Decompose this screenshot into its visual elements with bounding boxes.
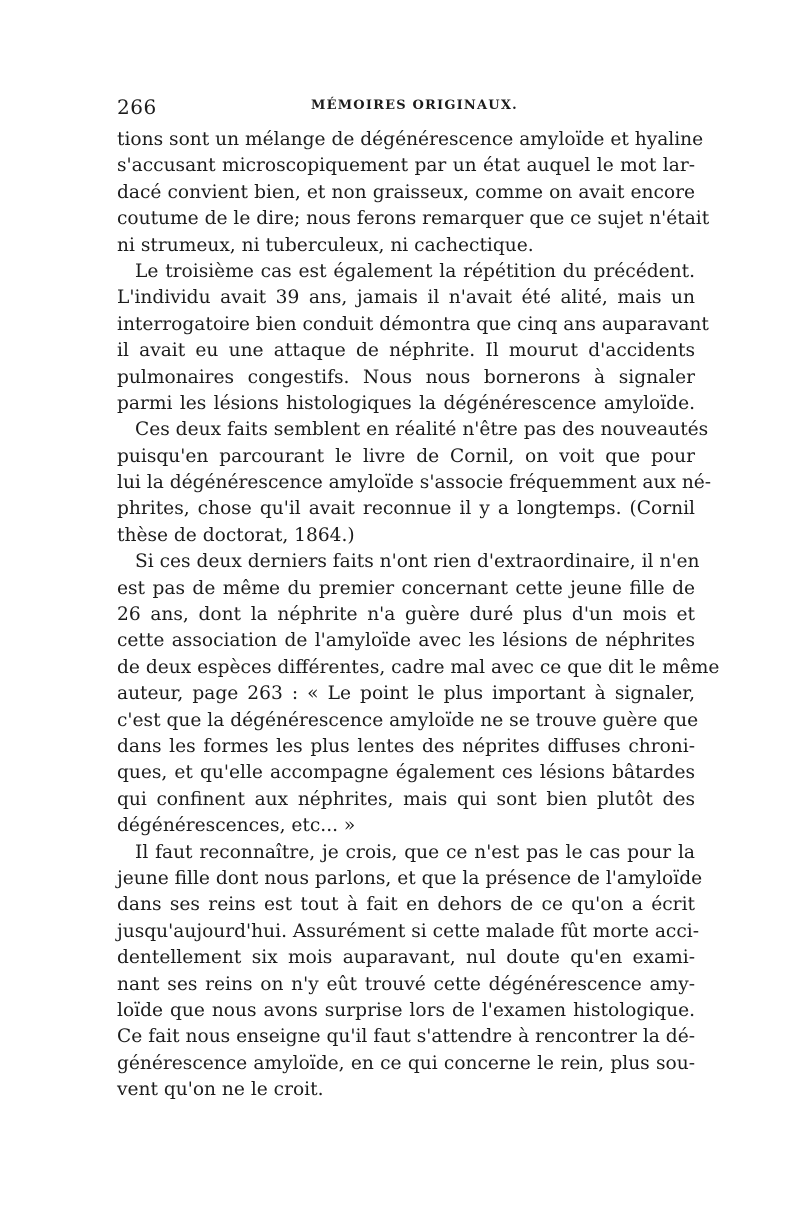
text-line: Ces deux faits semblent en réalité n'être pas des nouveautés xyxy=(135,419,709,441)
text-line: L'individu avait 39 ans, jamais il n'avait été alité, mais un xyxy=(117,287,695,309)
text-line: ques, et qu'elle accompagne également ces lésions bâtardes xyxy=(117,762,695,784)
text-line: s'accusant microscopiquement par un état auquel le mot lar- xyxy=(117,155,695,177)
text-line: cette association de l'amyloïde avec les lésions de néphrites xyxy=(117,630,695,652)
text-line: tions sont un mélange de dégénérescence amyloïde et hyaline xyxy=(117,129,704,150)
text-line: dans les formes les plus lentes des néprites diffuses chroni- xyxy=(117,735,695,757)
text-line: est pas de même du premier concernant cette jeune fille de xyxy=(117,577,695,599)
text-line: nant ses reins on n'y eût trouvé cette dégénérescence amy- xyxy=(117,973,695,995)
text-line: lui la dégénérescence amyloïde s'associe fréquemment aux né- xyxy=(117,472,712,494)
text-line: dacé convient bien, et non graisseux, comme on avait encore xyxy=(117,181,695,203)
running-title: MÉMOIRES ORIGINAUX. xyxy=(311,98,518,113)
text-line: Il faut reconnaître, je crois, que ce n'est pas le cas pour la xyxy=(135,841,695,863)
text-line: dégénérescences, etc... » xyxy=(117,815,356,837)
text-line: 26 ans, dont la néphrite n'a guère duré plus d'un mois et xyxy=(117,604,695,626)
page-number: 266 xyxy=(117,95,157,119)
text-line: jusqu'aujourd'hui. Assurément si cette malade fût morte acci- xyxy=(117,920,699,942)
text-line: il avait eu une attaque de néphrite. Il mourut d'accidents xyxy=(117,340,695,362)
text-line: interrogatoire bien conduit démontra que cinq ans auparavant xyxy=(117,313,709,335)
text-line: thèse de doctorat, 1864.) xyxy=(117,524,355,546)
text-line: Si ces deux derniers faits n'ont rien d'extraordinaire, il n'en xyxy=(135,551,700,573)
text-line: qui confinent aux néphrites, mais qui sont bien plutôt des xyxy=(117,788,695,810)
text-line: générescence amyloïde, en ce qui concerne le rein, plus sou- xyxy=(117,1052,695,1074)
text-line: auteur, page 263 : « Le point le plus important à signaler, xyxy=(117,683,695,705)
text-line: vent qu'on ne le croit. xyxy=(117,1079,324,1101)
text-line: Ce fait nous enseigne qu'il faut s'attendre à rencontrer la dé- xyxy=(117,1026,695,1048)
text-line: parmi les lésions histologiques la dégénérescence amyloïde. xyxy=(117,392,695,414)
text-line: dentellement six mois auparavant, nul doute qu'en exami- xyxy=(117,947,695,969)
page-header xyxy=(117,95,695,125)
text-line: pulmonaires congestifs. Nous nous bornerons à signaler xyxy=(117,366,695,388)
text-line: c'est que la dégénérescence amyloïde ne se trouve guère que xyxy=(117,709,699,731)
text-line: jeune fille dont nous parlons, et que la présence de l'amyloïde xyxy=(117,867,703,889)
text-line: de deux espèces différentes, cadre mal avec ce que dit le même xyxy=(117,656,720,678)
body-text xyxy=(117,127,720,1103)
text-line: dans ses reins est tout à fait en dehors de ce qu'on a écrit xyxy=(117,894,695,916)
text-line: coutume de le dire; nous ferons remarquer que ce sujet n'était xyxy=(117,208,710,230)
text-line: ni strumeux, ni tuberculeux, ni cachectique. xyxy=(117,234,534,256)
text-line: Le troisième cas est également la répétition du précédent. xyxy=(135,260,695,282)
text-line: puisqu'en parcourant le livre de Cornil, on voit que pour xyxy=(117,445,695,467)
text-line: phrites, chose qu'il avait reconnue il y a longtemps. (Cornil xyxy=(117,498,695,520)
text-line: loïde que nous avons surprise lors de l'examen histologique. xyxy=(117,999,695,1021)
